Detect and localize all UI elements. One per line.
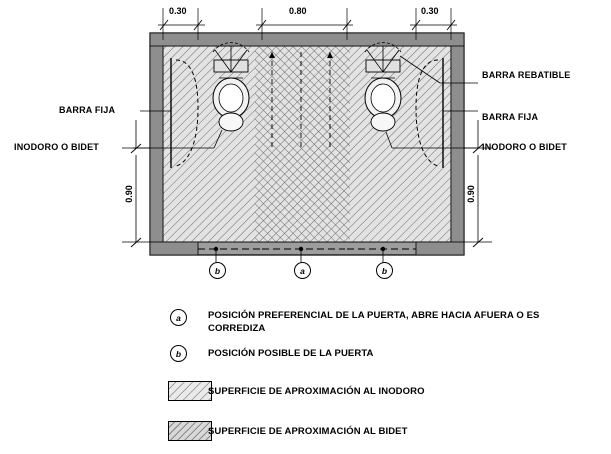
legend-marker-b: b [170,345,187,362]
callout-inodoro-bidet-left: INODORO O BIDET [14,142,100,152]
callout-barra-rebatible-right: BARRA REBATIBLE [482,70,571,80]
marker-b-right: b [376,262,393,279]
legend-swatch-inodoro [168,381,212,401]
legend-text-inodoro: SUPERFICIE DE APROXIMACIÓN AL INODORO [208,386,425,397]
legend-text-b: POSICIÓN POSIBLE DE LA PUERTA [208,348,374,359]
marker-b-left: b [209,262,226,279]
dimension-right-vertical: 0.90 [466,185,476,203]
dimension-left-vertical: 0.90 [124,185,134,203]
legend-text-a: POSICIÓN PREFERENCIAL DE LA PUERTA, ABRE HACIA AFUERA O ES CORREDIZA [208,310,540,334]
callout-barra-fija-left: BARRA FIJA [59,105,116,115]
callout-barra-fija-right: BARRA FIJA [482,112,539,122]
legend-swatch-bidet [168,421,212,441]
dimension-top-right: 0.30 [421,6,439,16]
callout-inodoro-bidet-right: INODORO O BIDET [482,142,568,152]
dimension-top-center: 0.80 [289,6,307,16]
legend-marker-a: a [170,309,187,326]
marker-a-center: a [294,262,311,279]
legend-text-bidet: SUPERFICIE DE APROXIMACIÓN AL BIDET [208,426,408,437]
dimension-top-left: 0.30 [169,6,187,16]
